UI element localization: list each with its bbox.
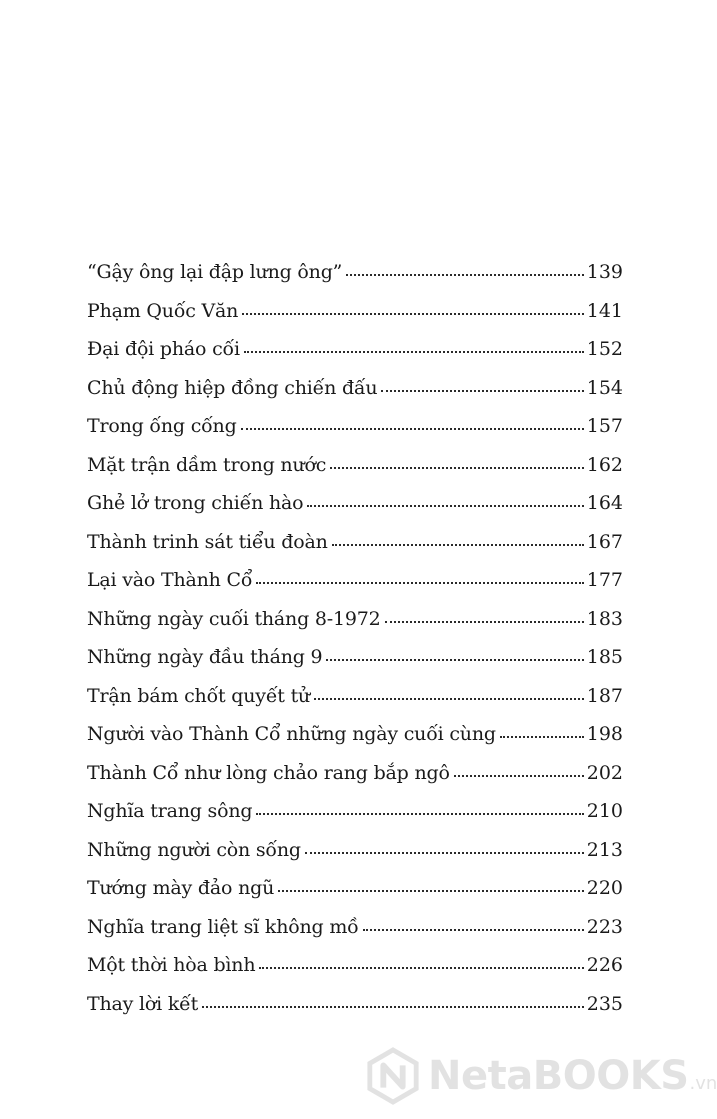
watermark: [364, 1036, 717, 1116]
watermark-suffix: .vn: [689, 1073, 717, 1094]
toc-entry-page-number: 167: [586, 530, 623, 553]
toc-entry: [87, 759, 623, 798]
toc-entry: [87, 489, 623, 528]
toc-dot-leader: [326, 659, 583, 661]
toc-entry-title: Những người còn sống: [87, 838, 301, 861]
toc-dot-leader: [385, 621, 584, 623]
toc-entry-page-number: 139: [586, 261, 623, 283]
toc-entry: [87, 836, 623, 875]
toc-entry: [87, 451, 623, 490]
toc-entry-page-number: 235: [586, 992, 623, 1015]
toc-dot-leader: [363, 929, 584, 931]
toc-entry-title: Trong ống cống: [87, 415, 237, 437]
toc-entry-title: Tướng mày đảo ngũ: [87, 877, 275, 899]
toc-entry-page-number: 141: [586, 299, 623, 322]
toc-entry-title: Thay lời kết: [87, 992, 199, 1015]
toc-entry: [87, 682, 623, 721]
toc-entry: [87, 258, 623, 297]
toc-entry-page-number: 223: [586, 915, 623, 938]
toc-entry-title: Chủ động hiệp đồng chiến đấu: [87, 376, 378, 399]
toc-entry-title: Phạm Quốc Văn: [87, 299, 239, 322]
toc-entry-title: Trận bám chốt quyết tử: [87, 684, 311, 707]
toc-entry: [87, 566, 623, 605]
toc-entry: [87, 720, 623, 759]
toc-entry-page-number: 164: [586, 492, 623, 514]
toc-entry-title: Nghĩa trang sông: [87, 800, 253, 822]
toc-entry-title: Những ngày đầu tháng 9: [87, 646, 323, 668]
toc-dot-leader: [454, 775, 584, 777]
toc-entry-page-number: 157: [586, 415, 623, 437]
toc-entry: [87, 335, 623, 374]
toc-dot-leader: [256, 582, 583, 584]
toc-entry-title: Những ngày cuối tháng 8-1972: [87, 607, 381, 630]
toc-entry-page-number: 198: [586, 723, 623, 745]
toc-entry-page-number: 220: [586, 877, 623, 899]
toc-entry-title: Một thời hòa bình: [87, 954, 256, 976]
toc-entry-title: Đại đội pháo cối: [87, 338, 240, 360]
toc-entry-page-number: 185: [586, 646, 623, 668]
toc-dot-leader: [332, 544, 584, 546]
toc-dot-leader: [330, 467, 584, 469]
toc-entry-page-number: 152: [586, 338, 623, 360]
toc-dot-leader: [241, 428, 584, 430]
toc-dot-leader: [314, 698, 584, 700]
toc-entry: [87, 913, 623, 952]
toc-dot-leader: [256, 813, 583, 815]
toc-entry-page-number: 226: [586, 954, 623, 976]
toc-entry: [87, 643, 623, 682]
netabooks-n-logo-icon: [364, 1047, 422, 1105]
toc-entry-title: Lại vào Thành Cổ: [87, 569, 253, 591]
watermark-text: NetaBOOKS: [428, 1053, 689, 1099]
toc-entry-title: Thành trinh sát tiểu đoàn: [87, 530, 328, 553]
toc-entry-page-number: 162: [586, 453, 623, 476]
toc-dot-leader: [202, 1006, 584, 1008]
toc-entry: [87, 374, 623, 413]
toc-entry: [87, 874, 623, 913]
toc-entry: [87, 412, 623, 451]
toc-entry-title: Thành Cổ như lòng chảo rang bắp ngô: [87, 761, 450, 784]
toc-entry: [87, 990, 623, 1029]
toc-entry-title: Người vào Thành Cổ những ngày cuối cùng: [87, 723, 496, 745]
toc-dot-leader: [242, 313, 584, 315]
toc-entry-page-number: 202: [586, 761, 623, 784]
toc-dot-leader: [307, 505, 583, 507]
toc-entry-title: Nghĩa trang liệt sĩ không mồ: [87, 915, 359, 938]
toc-entry: [87, 605, 623, 644]
toc-entry-page-number: 213: [586, 838, 623, 861]
toc-dot-leader: [346, 274, 584, 276]
toc-entry-page-number: 154: [586, 376, 623, 399]
toc-dot-leader: [305, 852, 584, 854]
toc-dot-leader: [381, 390, 583, 392]
table-of-contents: [87, 258, 623, 1028]
toc-entry-title: Mặt trận dầm trong nước: [87, 453, 327, 476]
toc-entry: [87, 528, 623, 567]
toc-entry: [87, 951, 623, 990]
toc-entry-title: “Gậy ông lại đập lưng ông”: [87, 261, 343, 283]
toc-dot-leader: [259, 967, 583, 969]
toc-entry-page-number: 183: [586, 607, 623, 630]
toc-dot-leader: [278, 890, 584, 892]
toc-entry-page-number: 210: [586, 800, 623, 822]
toc-dot-leader: [244, 351, 584, 353]
toc-dot-leader: [500, 736, 584, 738]
toc-entry: [87, 797, 623, 836]
toc-entry: [87, 297, 623, 336]
toc-entry-page-number: 187: [586, 684, 623, 707]
toc-entry-title: Ghẻ lở trong chiến hào: [87, 492, 304, 514]
toc-entry-page-number: 177: [586, 569, 623, 591]
